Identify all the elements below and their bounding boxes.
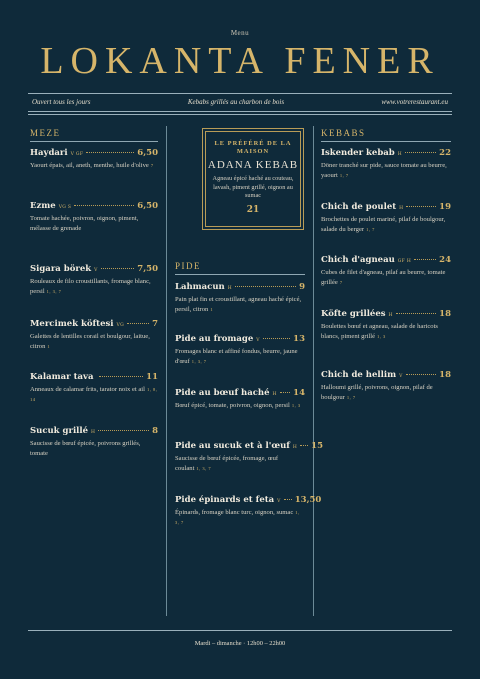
footer-rule	[28, 630, 452, 631]
item-name: Haydari	[30, 148, 68, 158]
header-rule-top	[28, 93, 452, 94]
item-tag: VG S	[58, 205, 72, 210]
item-tag: V	[399, 374, 403, 379]
item-description: Fromages blanc et affiné fondus, beurre, jaune d'œuf 1, 3, 7	[175, 348, 298, 365]
featured-dish-description: Agneau épicé haché au couteau, lavash, piment grillé, oignon au sumac	[212, 175, 294, 200]
item-description: Anneaux de calamar frits, tarator noix et ail 1, 8, 14	[30, 386, 158, 402]
menu-item-ezme	[30, 201, 158, 233]
item-tag: GF H	[397, 259, 412, 264]
item-price: 7	[152, 319, 158, 329]
item-name: Ezme	[30, 201, 56, 211]
item-price: 6,50	[137, 201, 158, 211]
menu-item-pide-fromage	[175, 334, 305, 366]
item-name: Köfte grillées	[321, 309, 386, 319]
item-price: 24	[439, 255, 451, 265]
item-price: 18	[439, 370, 451, 380]
menu-item-haydari	[30, 148, 158, 171]
item-description: Tomate hachée, poivron, oignon, piment, mélasse de grenade	[30, 215, 139, 232]
item-description: Rouleaux de filo croustillants, fromage blanc, persil 1, 3, 7	[30, 278, 151, 295]
menu-label: Menu	[230, 29, 250, 37]
item-allergens: 1, 7	[346, 394, 356, 400]
item-price: 14	[293, 388, 305, 398]
column-divider-right	[313, 126, 314, 616]
item-description: Galettes de lentilles corail et boulgour, laitue, citron 1	[30, 333, 150, 350]
item-tag: H	[388, 313, 393, 318]
leader-dots	[101, 268, 135, 269]
kebabs-section-rule	[321, 141, 451, 142]
item-description: Épinards, fromage blanc turc, oignon, sumac 1, 3, 7	[175, 509, 300, 525]
tagline-row	[32, 98, 448, 106]
item-allergens: 1, 3, 7	[196, 465, 212, 471]
item-description: Halloumi grillé, poivrons, oignon, pilaf de boulgour 1, 7	[321, 384, 433, 401]
item-description: Saucisse de bœuf épicée, fromage, œuf coulant 1, 3, 7	[175, 455, 279, 472]
leader-dots	[284, 499, 292, 500]
item-tag: H	[399, 206, 404, 211]
restaurant-title: LOKANTA FENER	[40, 40, 440, 82]
item-allergens: 1, 3, 7	[175, 510, 300, 525]
menu-item-pide-boeuf	[175, 388, 305, 411]
item-price: 19	[439, 202, 451, 212]
meze-section-rule	[30, 141, 158, 142]
item-allergens: 1	[210, 306, 214, 312]
item-allergens: 1	[47, 343, 51, 349]
leader-dots	[127, 323, 149, 324]
leader-dots	[280, 392, 290, 393]
featured-dish-price: 21	[246, 204, 260, 215]
item-tag: V	[256, 338, 260, 343]
item-price: 15	[311, 441, 323, 451]
item-tag: V GF	[70, 152, 84, 157]
header-rule-bottom	[28, 111, 452, 112]
leader-dots	[99, 376, 143, 377]
item-name: Pide épinards et feta	[175, 495, 275, 505]
item-name: Chich de poulet	[321, 202, 397, 212]
item-description: Yaourt épais, ail, aneth, menthe, huile d'olive 7	[30, 162, 154, 169]
featured-dish-inner-frame	[205, 131, 301, 227]
item-description: Pain plat fin et croustillant, agneau haché épicé, persil, citron 1	[175, 296, 302, 313]
menu-item-kalamar-tava	[30, 372, 158, 404]
column-divider-left	[166, 126, 167, 616]
item-price: 6,50	[137, 148, 158, 158]
item-tag: H	[397, 152, 402, 157]
menu-item-chich-agneau	[321, 255, 451, 287]
item-allergens: 1, 3	[377, 333, 386, 339]
cuisine-tagline: Kebabs grillés au charbon de bois	[187, 98, 285, 106]
item-tag: V	[277, 499, 281, 504]
item-description: Cubes de filet d'agneau, pilaf au beurre, tomate grillée 7	[321, 269, 446, 286]
featured-dish-box	[202, 128, 304, 230]
item-allergens: 7	[150, 163, 154, 168]
menu-item-pide-sucuk-oeuf	[175, 441, 323, 473]
item-price: 13,50	[294, 495, 322, 505]
item-allergens: 1, 3, 7	[46, 288, 62, 294]
leader-dots	[414, 259, 436, 260]
item-name: Sucuk grillé	[30, 426, 89, 436]
item-name: Pide au fromage	[175, 334, 254, 344]
item-price: 9	[299, 282, 305, 292]
item-description: Bœuf épicé, tomate, poivron, oignon, persil 1, 3	[175, 402, 301, 409]
featured-kicker: LE PRÉFÉRÉ DE LA MAISON	[214, 140, 292, 155]
item-tag: H	[227, 286, 232, 291]
item-price: 18	[439, 309, 451, 319]
item-price: 13	[293, 334, 305, 344]
menu-item-kofte-grillees	[321, 309, 451, 341]
item-tag: VG	[116, 323, 124, 328]
pide-section-title: PIDE	[175, 261, 201, 271]
menu-item-mercimek-koftesi	[30, 319, 158, 351]
item-name: Pide au bœuf haché	[175, 388, 270, 398]
menu-item-pide-epinards-feta	[175, 495, 322, 527]
leader-dots	[235, 286, 296, 287]
leader-dots	[263, 338, 290, 339]
item-price: 7,50	[137, 264, 158, 274]
item-name: Chich de hellim	[321, 370, 397, 380]
item-allergens: 1, 7	[366, 226, 375, 232]
leader-dots	[86, 152, 134, 153]
item-name: Lahmacun	[175, 282, 225, 292]
item-allergens: 7	[339, 279, 343, 285]
item-description: Brochettes de poulet mariné, pilaf de boulgour, salade du berger 1, 7	[321, 216, 446, 233]
item-price: 22	[439, 148, 451, 158]
header-rule-bottom-double	[28, 114, 452, 115]
leader-dots	[405, 152, 436, 153]
pide-section-rule	[175, 274, 305, 275]
website-link[interactable]: www.votrerestaurant.eu	[381, 98, 448, 106]
item-description: Döner tranché sur pide, sauce tomate au beurre, yaourt 1, 7	[321, 162, 447, 179]
featured-dish-name: ADANA KEBAB	[207, 159, 299, 171]
item-name: Mercimek köftesi	[30, 319, 114, 329]
opening-hours: Mardi – dimanche · 12h00 – 22h00	[194, 640, 286, 647]
item-allergens: 1, 7	[339, 172, 349, 178]
leader-dots	[74, 205, 134, 206]
leader-dots	[300, 445, 308, 446]
item-name: Pide au sucuk et à l'œuf	[175, 441, 290, 451]
menu-item-chich-hellim	[321, 370, 451, 402]
opening-tagline: Ouvert tous les jours	[32, 98, 91, 106]
item-tag: H	[272, 392, 277, 397]
menu-item-iskender-kebab	[321, 148, 451, 180]
leader-dots	[396, 313, 436, 314]
item-allergens: 1, 8, 14	[30, 387, 158, 402]
menu-item-sucuk-grille	[30, 426, 158, 458]
meze-section-title: MEZE	[30, 128, 61, 138]
item-name: Chich d'agneau	[321, 255, 395, 265]
item-description: Boulettes bœuf et agneau, salade de haricots blancs, piment grillé 1, 3	[321, 323, 438, 340]
kebabs-section-title: KEBABS	[321, 128, 366, 138]
item-price: 11	[146, 372, 158, 382]
item-name: Iskender kebab	[321, 148, 395, 158]
item-tag: H	[292, 445, 298, 450]
item-name: Sigara börek	[30, 264, 92, 274]
item-tag: H	[91, 430, 96, 435]
leader-dots	[98, 430, 149, 431]
leader-dots	[406, 206, 436, 207]
item-allergens: 1, 3, 7	[191, 358, 207, 364]
item-description: Saucisse de bœuf épicée, poivrons grillés, tomate	[30, 440, 141, 457]
item-allergens: 1, 3	[291, 403, 301, 408]
leader-dots	[406, 374, 437, 375]
menu-item-sigara-borek	[30, 264, 158, 296]
menu-item-chich-poulet	[321, 202, 451, 234]
menu-item-lahmacun	[175, 282, 305, 314]
item-price: 8	[152, 426, 158, 436]
item-tag: V	[94, 268, 98, 273]
item-name: Kalamar tava	[30, 372, 94, 382]
